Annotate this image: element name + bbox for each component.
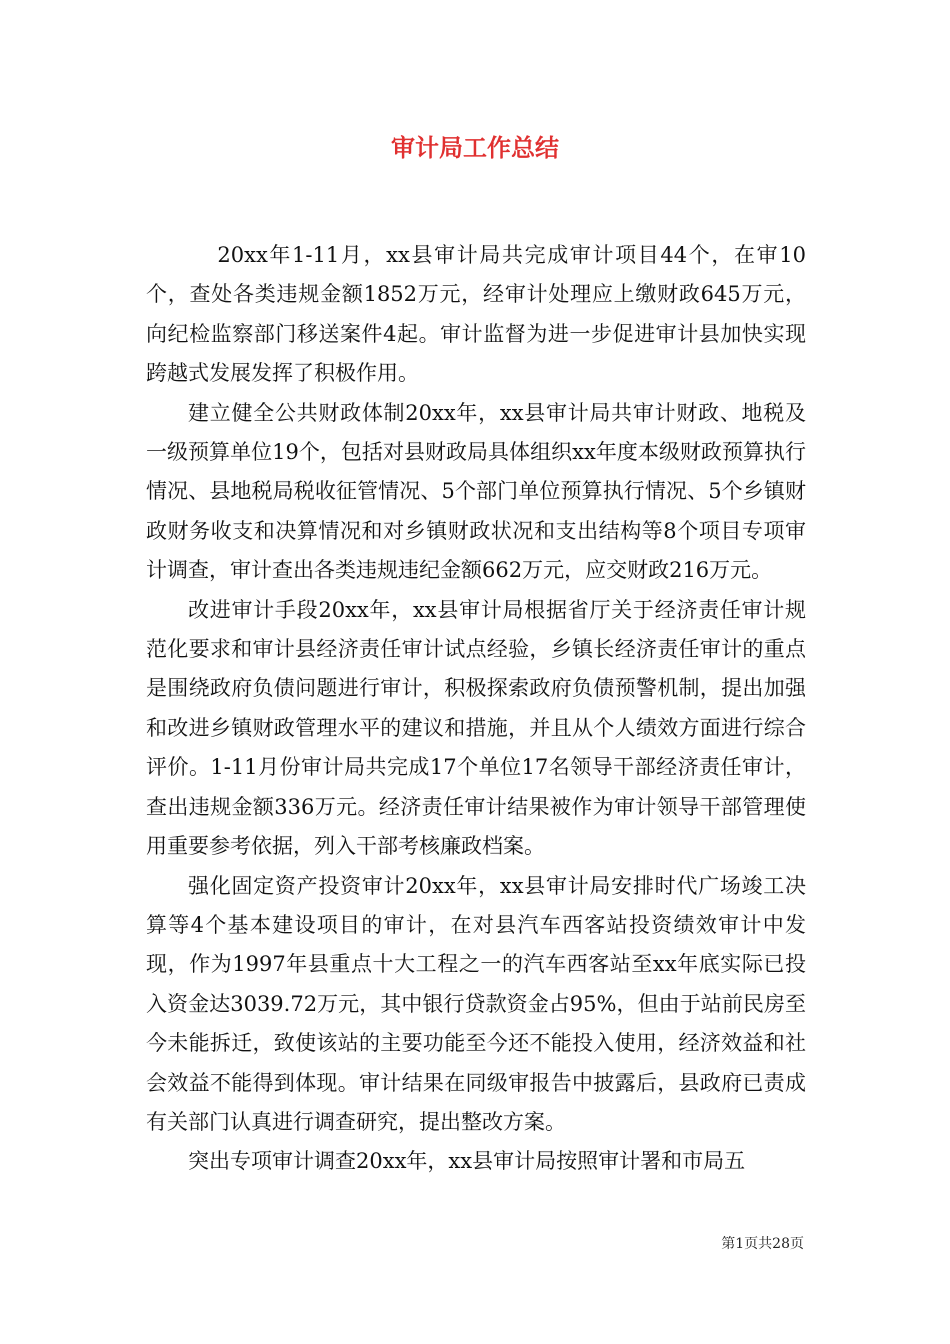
document-title: 审计局工作总结 bbox=[391, 133, 559, 162]
paragraph-public-finance: 建立健全公共财政体制20xx年，xx县审计局共审计财政、地税及一级预算单位19个，包括对县财政局具体组织xx年度本级财政预算执行情况、县地税局税收征管情况、5个部门单位预算执行情况、5个乡镇财政财务收支和决算情况和对乡镇财政状况和支出结构等8个项目专项审计调查，审计查出各类违规违纪金额662万元，应交财政216万元。 bbox=[146, 400, 806, 583]
paragraph-summary: 20xx年1-11月，xx县审计局共完成审计项目44个，在审10个，查处各类违规金额1852万元，经审计处理应上缴财政645万元，向纪检监察部门移送案件4起。审计监督为进一步促进审计县加快实现跨越式发展发挥了积极作用。 bbox=[146, 243, 806, 386]
paragraph-special-audit: 突出专项审计调查20xx年，xx县审计局按照审计署和市局五 bbox=[188, 1149, 746, 1174]
paragraph-audit-methods: 改进审计手段20xx年，xx县审计局根据省厅关于经济责任审计规范化要求和审计县经济责任审计试点经验，乡镇长经济责任审计的重点是围绕政府负债问题进行审计，积极探索政府负债预警机制，提出加强和改进乡镇财政管理水平的建议和措施，并且从个人绩效方面进行综合评价。1-11月份审计局共完成17个单位17名领导干部经济责任审计，查出违规金额336万元。经济责任审计结果被作为审计领导干部管理使用重要参考依据，列入干部考核廉政档案。 bbox=[146, 597, 806, 859]
paragraph-fixed-asset-audit: 强化固定资产投资审计20xx年，xx县审计局安排时代广场竣工决算等4个基本建设项目的审计，在对县汽车西客站投资绩效审计中发现，作为1997年县重点十大工程之一的汽车西客站至xx年底实际已投入资金达3039.72万元，其中银行贷款资金占95%，但由于站前民房至今未能拆迁，致使该站的主要功能至今还不能投入使用，经济效益和社会效益不能得到体现。审计结果在同级审报告中披露后，县政府已责成有关部门认真进行调查研究，提出整改方案。 bbox=[146, 873, 806, 1134]
document-body bbox=[146, 236, 806, 1182]
page-number: 第1页共28页 bbox=[721, 1236, 804, 1252]
